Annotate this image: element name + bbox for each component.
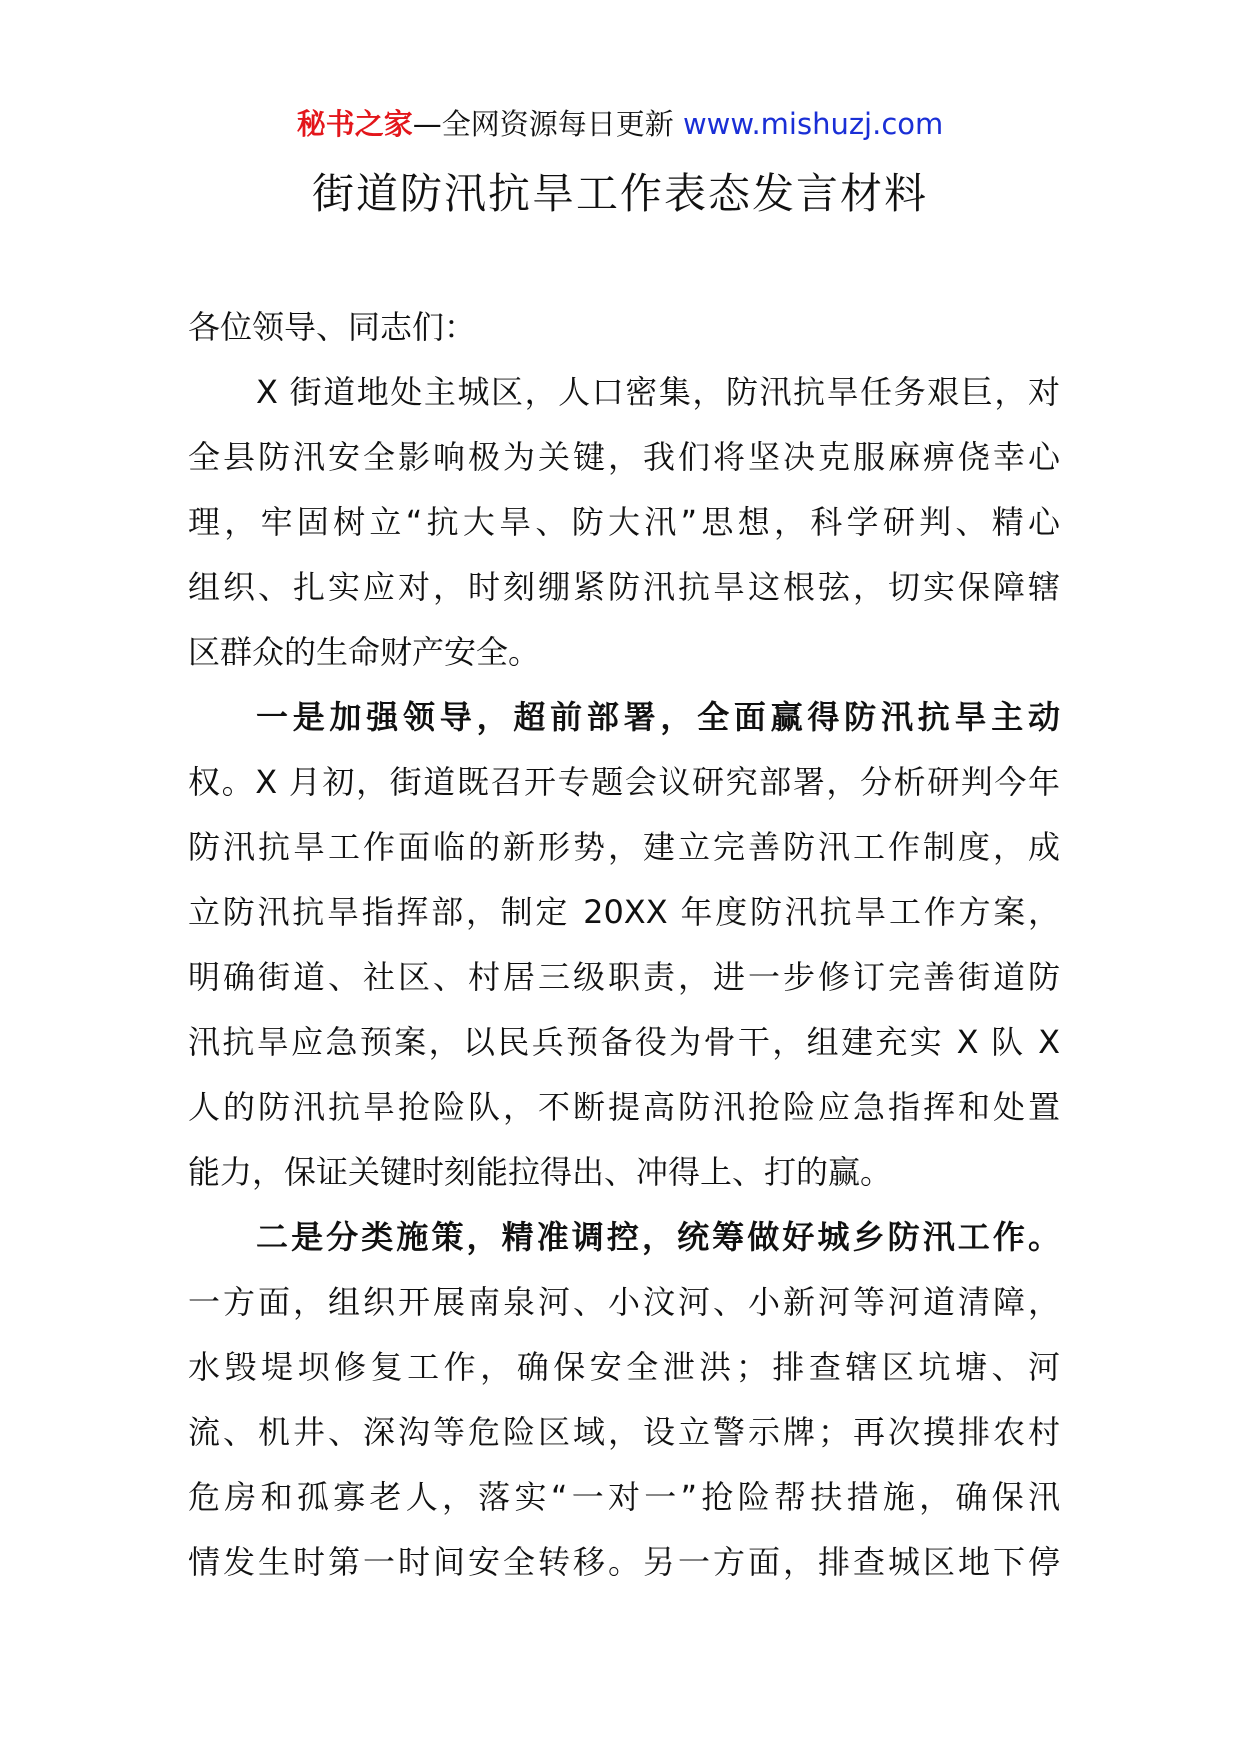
header-slogan: —全网资源每日更新 bbox=[412, 107, 674, 141]
paragraph-line: 人的防汛抗旱抢险队，不断提高防汛抢险应急指挥和处置 bbox=[188, 1088, 1060, 1126]
paragraph-line: 水毁堤坝修复工作，确保安全泄洪；排查辖区坑塘、河 bbox=[188, 1348, 1060, 1386]
document-title: 街道防汛抗旱工作表态发言材料 bbox=[311, 169, 928, 218]
paragraph-line: 汛抗旱应急预案，以民兵预备役为骨干，组建充实 X 队 X bbox=[188, 1023, 1060, 1061]
document-body bbox=[188, 295, 1060, 1595]
paragraph-line: 理，牢固树立“抗大旱、防大汛”思想，科学研判、精心 bbox=[188, 503, 1060, 541]
paragraph-line: 组织、扎实应对，时刻绷紧防汛抗旱这根弦，切实保障辖 bbox=[188, 568, 1060, 606]
paragraph-line: 一方面，组织开展南泉河、小汶河、小新河等河道清障， bbox=[188, 1283, 1060, 1321]
paragraph-line: 防汛抗旱工作面临的新形势，建立完善防汛工作制度，成 bbox=[188, 828, 1060, 866]
paragraph-line: 危房和孤寡老人，落实“一对一”抢险帮扶措施，确保汛 bbox=[188, 1478, 1060, 1516]
site-url-link[interactable]: www.mishuzj.com bbox=[682, 107, 944, 141]
paragraph-line: X 街道地处主城区，人口密集，防汛抗旱任务艰巨，对 bbox=[256, 373, 1060, 411]
paragraph-line: 立防汛抗旱指挥部，制定 20XX 年度防汛抗旱工作方案， bbox=[188, 893, 1060, 931]
brand-name: 秘书之家 bbox=[296, 107, 413, 141]
greeting: 各位领导、同志们： bbox=[188, 308, 477, 346]
paragraph-line: 全县防汛安全影响极为关键，我们将坚决克服麻痹侥幸心 bbox=[188, 438, 1060, 476]
paragraph-line: 区群众的生命财产安全。 bbox=[188, 633, 541, 671]
site-header bbox=[0, 104, 1240, 144]
paragraph-line: 情发生时第一时间安全转移。另一方面，排查城区地下停 bbox=[188, 1543, 1060, 1581]
section-lead: 二是分类施策，精准调控，统筹做好城乡防汛工作。 bbox=[256, 1218, 1060, 1256]
paragraph-line: 流、机井、深沟等危险区域，设立警示牌；再次摸排农村 bbox=[188, 1413, 1060, 1451]
paragraph-line: 权。X 月初，街道既召开专题会议研究部署，分析研判今年 bbox=[188, 763, 1060, 801]
paragraph-line: 明确街道、社区、村居三级职责，进一步修订完善街道防 bbox=[188, 958, 1060, 996]
section-lead: 一是加强领导，超前部署，全面赢得防汛抗旱主动 bbox=[256, 698, 1060, 736]
paragraph-line: 能力，保证关键时刻能拉得出、冲得上、打的赢。 bbox=[188, 1153, 893, 1191]
